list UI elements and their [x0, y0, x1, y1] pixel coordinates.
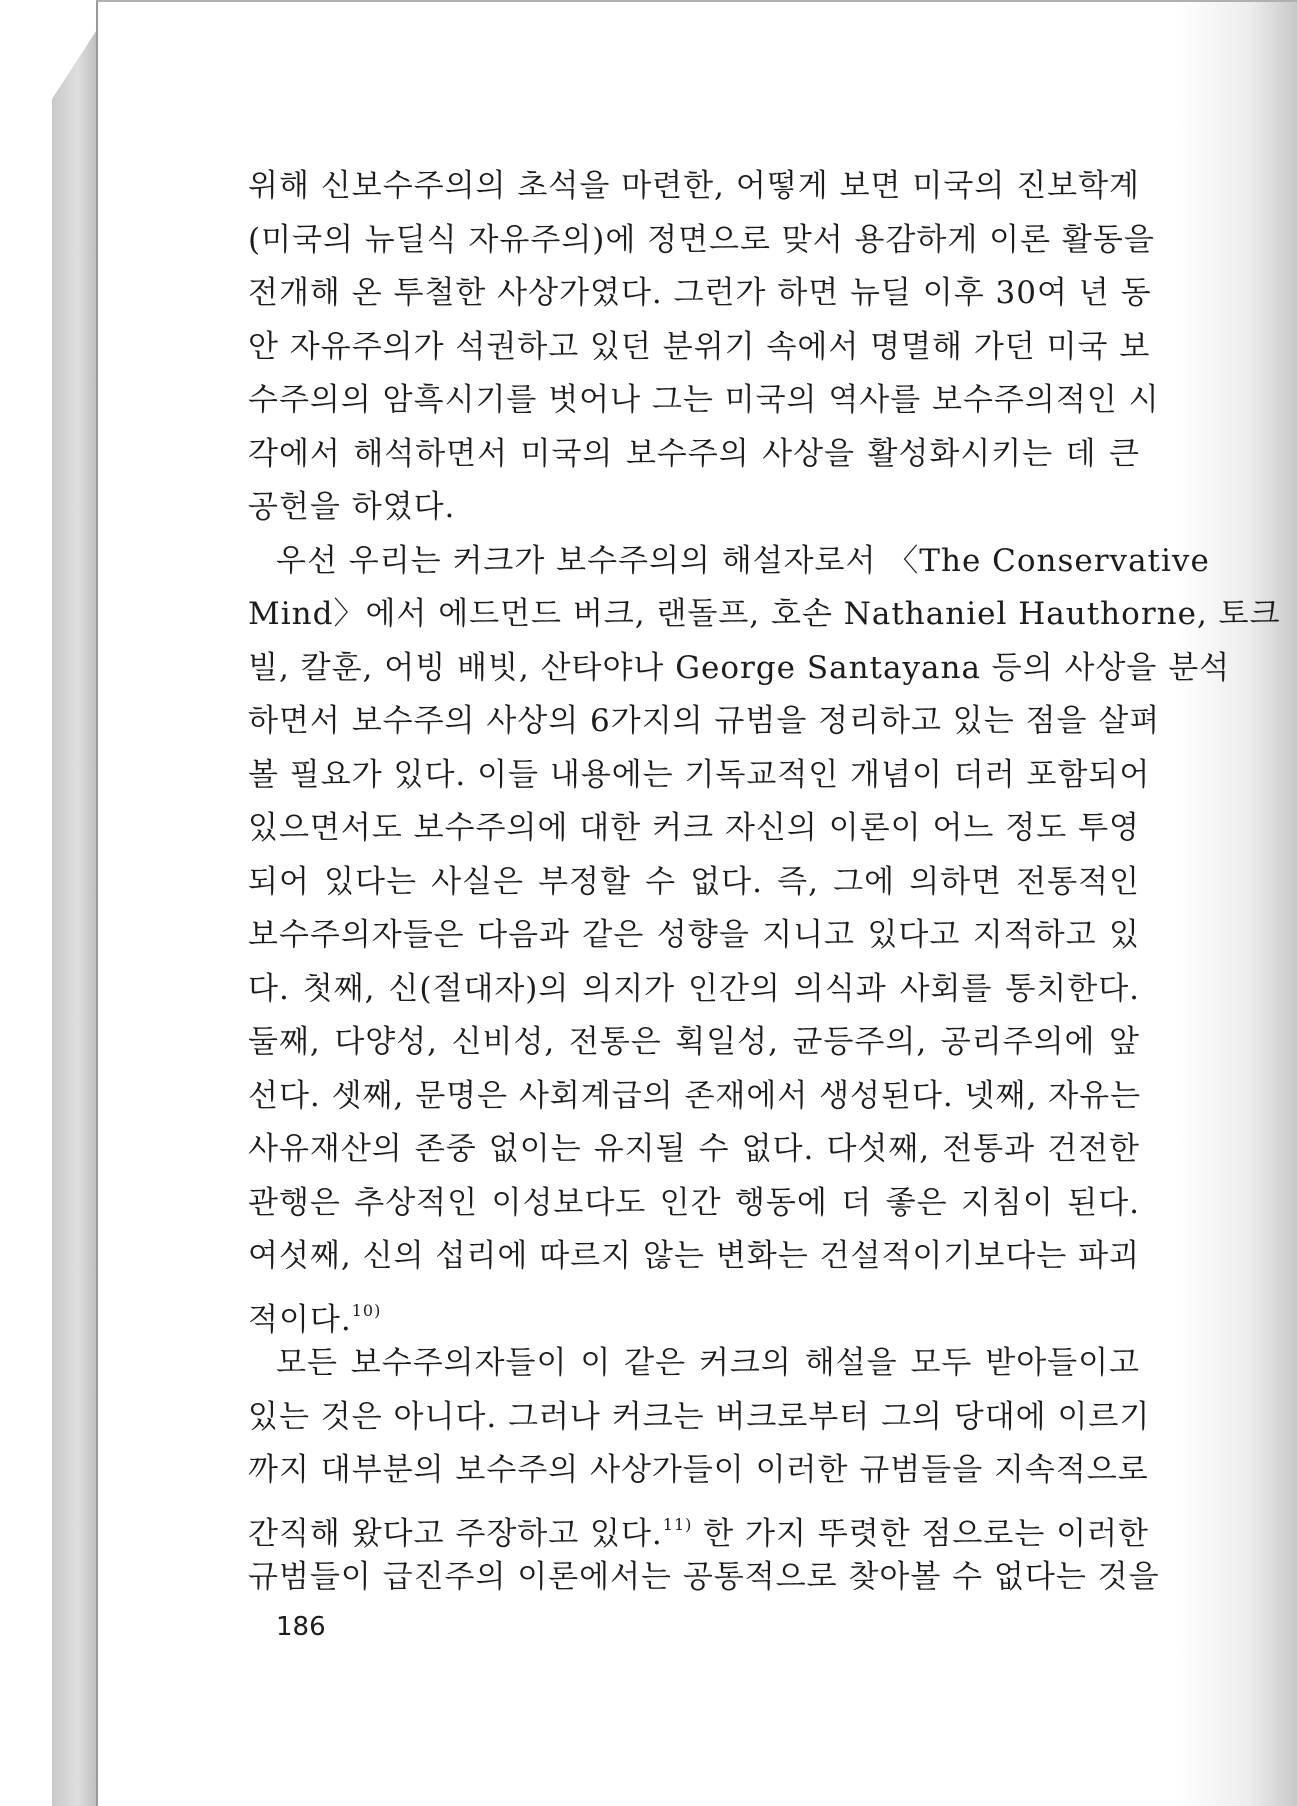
- footnote-marker: 10): [351, 1300, 382, 1320]
- text-line: 있으면서도 보수주의에 대한 커크 자신의 이론이 어느 정도 투영: [248, 810, 1140, 846]
- text-line-content: 한 가지 뚜렷한 점으로는 이러한: [703, 1515, 1149, 1552]
- text-line: 위해 신보수주의의 초석을 마련한, 어떻게 보면 미국의 진보학계: [248, 168, 1140, 204]
- text-line: [248, 1284, 1140, 1338]
- text-line: 둘째, 다양성, 신비성, 전통은 획일성, 균등주의, 공리주의에 앞: [248, 1024, 1140, 1060]
- text-line: 하면서 보수주의 사상의 6가지의 규범을 정리하고 있는 점을 살펴: [248, 703, 1161, 739]
- text-line: 우선 우리는 커크가 보수주의의 해설자로서 〈The Conservative: [276, 542, 1210, 579]
- text-line: 수주의의 암흑시기를 벗어나 그는 미국의 역사를 보수주의적인 시: [248, 382, 1160, 418]
- text-line: 빌, 칼훈, 어빙 배빗, 산타야나 George Santayana 등의 사상을 분석: [248, 649, 1231, 686]
- text-line-content: 적이다.: [248, 1301, 352, 1338]
- footnote-marker: 11): [662, 1514, 693, 1534]
- text-line: 규범들이 급진주의 이론에서는 공통적으로 찾아볼 수 없다는 것을: [248, 1559, 1160, 1595]
- text-line: 보수주의자들은 다음과 같은 성향을 지니고 있다고 지적하고 있: [248, 917, 1140, 953]
- text-line: 각에서 해석하면서 미국의 보수주의 사상을 활성화시키는 데 큰: [248, 435, 1140, 472]
- page-number: 186: [276, 1612, 326, 1642]
- text-line: Mind〉에서 에드먼드 버크, 랜돌프, 호손 Nathaniel Hauthorne, 토크: [248, 596, 1281, 632]
- text-line: 안 자유주의가 석권하고 있던 분위기 속에서 명멸해 가던 미국 보: [248, 328, 1151, 365]
- body-text: [248, 160, 1281, 1605]
- text-line: 까지 대부분의 보수주의 사상가들이 이러한 규범들을 지속적으로: [248, 1452, 1149, 1488]
- text-line: 사유재산의 존중 없이는 유지될 수 없다. 다섯째, 전통과 건전한: [248, 1131, 1140, 1167]
- text-line: 있는 것은 아니다. 그러나 커크는 버크로부터 그의 당대에 이르기: [248, 1398, 1151, 1435]
- text-line: 전개해 온 투철한 사상가였다. 그런가 하면 뉴딜 이후 30여 년 동: [248, 275, 1152, 311]
- text-line: 선다. 셋째, 문명은 사회계급의 존재에서 생성된다. 넷째, 자유는: [248, 1077, 1142, 1114]
- text-line: 다. 첫째, 신(절대자)의 의지가 인간의 의식과 사회를 통치한다.: [248, 970, 1140, 1007]
- text-line-content: 간직해 왔다고 주장하고 있다.: [248, 1515, 663, 1552]
- text-line: 관행은 추상적인 이성보다도 인간 행동에 더 좋은 지침이 된다.: [248, 1184, 1140, 1221]
- text-line: 모든 보수주의자들이 이 같은 커크의 해설을 모두 받아들이고: [276, 1345, 1140, 1381]
- text-line: (미국의 뉴딜식 자유주의)에 정면으로 맞서 용감하게 이론 활동을: [248, 221, 1155, 258]
- book-spine: [52, 28, 98, 1806]
- text-line: 여섯째, 신의 섭리에 따르지 않는 변화는 건설적이기보다는 파괴: [248, 1238, 1140, 1274]
- text-line: 되어 있다는 사실은 부정할 수 없다. 즉, 그에 의하면 전통적인: [248, 863, 1140, 900]
- text-line: 공헌을 하였다.: [248, 489, 456, 525]
- text-line: [248, 1498, 1149, 1552]
- text-line: 볼 필요가 있다. 이들 내용에는 기독교적인 개념이 더러 포함되어: [248, 756, 1151, 793]
